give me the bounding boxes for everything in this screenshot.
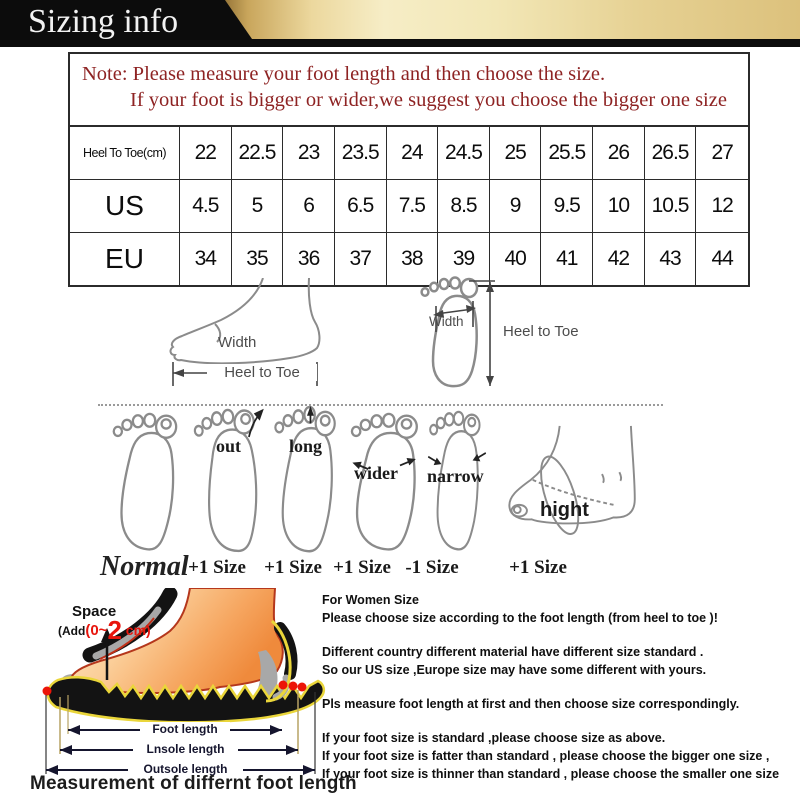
info-line: If your foot size is fatter than standard , please choose the bigger one size , <box>322 749 770 763</box>
foot-long-illustration <box>268 406 346 554</box>
table-cell: 40 <box>490 233 542 285</box>
foot-wider-size: +1 Size <box>333 557 391 578</box>
table-cell: 25.5 <box>541 127 593 180</box>
footprint-width-label: Width <box>429 314 464 329</box>
table-cell: 25 <box>490 127 542 180</box>
table-cell: 6 <box>283 180 335 233</box>
foot-normal-label: Normal <box>100 551 189 582</box>
foot-hight-label: hight <box>540 499 589 521</box>
table-cell: 24 <box>387 127 439 180</box>
table-cell: 44 <box>711 247 733 270</box>
table-cell: 34 <box>180 233 232 285</box>
foot-narrow-size: -1 Size <box>405 557 459 578</box>
space-title: Space <box>72 603 117 620</box>
table-cell: 10.5 <box>645 180 697 233</box>
footprint-measure-diagram <box>413 276 503 394</box>
row-header-us: US <box>70 180 180 233</box>
info-paragraph <box>322 591 800 627</box>
info-line: Pls measure foot length at first and then choose size correspondingly. <box>322 697 740 711</box>
info-paragraph <box>322 695 800 713</box>
foot-narrow-label: narrow <box>427 466 484 486</box>
table-cell: 27 <box>696 127 748 180</box>
footprint-heel-to-toe-label: Heel to Toe <box>503 323 579 340</box>
info-line: If your foot size is standard ,please choose size as above. <box>322 731 666 745</box>
space-red-open: (0~ <box>85 622 108 639</box>
table-cell: 7.5 <box>387 180 439 233</box>
note-line-2: If your foot is bigger or wider,we suggest you choose the bigger one size <box>130 89 727 111</box>
note-box <box>70 54 748 125</box>
table-cell: 4.5 <box>180 180 232 233</box>
table-cell: 10 <box>593 180 645 233</box>
table-cell: 22 <box>180 127 232 180</box>
insole-length-label: Lnsole length <box>133 742 238 756</box>
table-cell: 23.5 <box>335 127 387 180</box>
table-cell: 23 <box>283 127 335 180</box>
table-cell: 41 <box>541 233 593 285</box>
foot-out-illustration <box>186 405 276 557</box>
table-cell: 36 <box>283 233 335 285</box>
info-line: Different country different material have different size standard . <box>322 645 704 659</box>
page-title: Sizing info <box>28 3 179 40</box>
table-cell: 38 <box>387 233 439 285</box>
table-cell: 39 <box>438 233 490 285</box>
info-line: If your foot size is thinner than standard , please choose the smaller one size <box>322 767 780 781</box>
note-line-1: Note: Please measure your foot length and then choose the size. <box>82 63 606 85</box>
table-cell: 9 <box>490 180 542 233</box>
table-cell: 8.5 <box>438 180 490 233</box>
space-red-value: 2 <box>107 615 122 645</box>
header-bar <box>0 0 800 47</box>
dotted-reference-line <box>98 404 663 406</box>
foot-long-label: long <box>289 436 323 456</box>
table-cell: 26.5 <box>645 127 697 180</box>
foot-hight-illustration <box>498 424 656 554</box>
foot-normal-illustration <box>106 412 188 552</box>
size-table <box>68 52 750 287</box>
row-header-heel-to-toe: Heel To Toe(cm) <box>70 127 180 180</box>
foot-length-label: Foot length <box>140 722 230 736</box>
info-line: So our US size ,Europe size may have some different with yours. <box>322 663 707 677</box>
side-width-label: Width <box>218 334 257 351</box>
space-add-prefix: (Add <box>58 624 86 638</box>
sizing-instructions <box>322 591 800 799</box>
side-heel-to-toe-label: Heel to Toe <box>207 364 317 381</box>
table-cell: 35 <box>232 233 284 285</box>
table-cell: 12 <box>696 180 748 233</box>
space-annotation <box>58 603 151 645</box>
table-cell: 43 <box>645 233 697 285</box>
row-header-eu: EU <box>70 233 180 285</box>
diagram-caption: Measurement of differnt foot length <box>30 773 357 794</box>
foot-out-label: out <box>216 436 242 456</box>
table-cell: 9.5 <box>541 180 593 233</box>
foot-long-size: +1 Size <box>264 557 322 578</box>
info-line: Please choose size according to the foot length (from heel to toe )! <box>322 611 718 625</box>
table-cell: 22.5 <box>232 127 284 180</box>
table-cell: 37 <box>335 233 387 285</box>
info-paragraph <box>322 729 800 783</box>
table-cell: 26 <box>593 127 645 180</box>
table-cell: 6.5 <box>335 180 387 233</box>
foot-hight-size: +1 Size <box>509 557 567 578</box>
table-cell: 24.5 <box>438 127 490 180</box>
space-red-close: cm) <box>121 622 151 638</box>
foot-out-size: +1 Size <box>188 557 246 578</box>
outsole-length-label: Outsole length <box>128 762 243 776</box>
info-paragraph <box>322 643 800 679</box>
info-line: For Women Size <box>322 593 420 607</box>
foot-wider-label: wider <box>354 463 398 483</box>
size-grid <box>70 125 748 285</box>
table-cell: 42 <box>593 233 645 285</box>
table-cell: 5 <box>232 180 284 233</box>
